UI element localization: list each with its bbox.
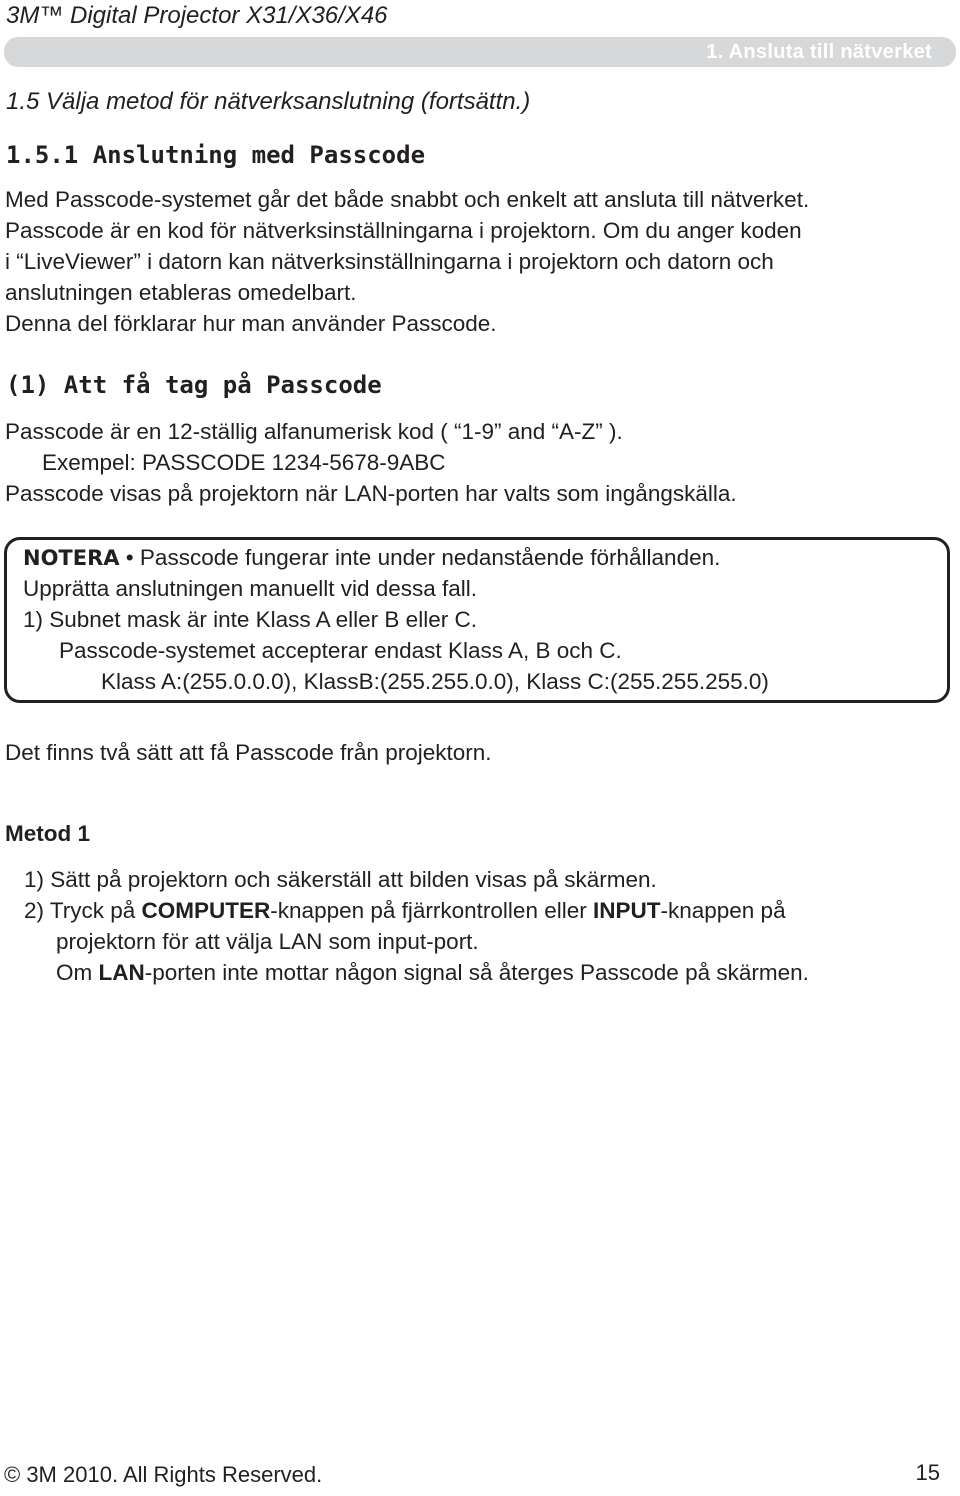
step-text: -knappen på	[660, 898, 786, 923]
section-heading: 1.5.1 Anslutning med Passcode	[6, 141, 426, 169]
intro-line: Passcode är en kod för nätverksinställningarna i projektorn. Om du anger koden	[5, 218, 802, 243]
method-heading: Metod 1	[5, 821, 91, 846]
intro-line: anslutningen etableras omedelbart.	[5, 280, 357, 305]
step-text: 2) Tryck på	[24, 898, 142, 923]
intro-line: i “LiveViewer” i datorn kan nätverksinställningarna i projektorn och datorn och	[5, 249, 774, 274]
intro-line: Med Passcode-systemet går det både snabbt och enkelt att ansluta till nätverket.	[5, 187, 810, 212]
note-label: NOTERA	[23, 546, 120, 570]
note-first-line	[23, 545, 720, 571]
method-step-2-note	[56, 957, 809, 988]
section-label: 1. Ansluta till nätverket	[706, 41, 932, 63]
passcode-description: Passcode är en 12-ställig alfanumerisk kod ( “1-9” and “A-Z” ).	[5, 419, 623, 444]
step-text: -porten inte mottar någon signal så återges Passcode på skärmen.	[144, 960, 809, 985]
page-number: 15	[915, 1460, 940, 1485]
note-line: 1) Subnet mask är inte Klass A eller B eller C.	[23, 607, 477, 632]
method-step-2-continued: projektorn för att välja LAN som input-port.	[56, 929, 479, 954]
copyright: © 3M 2010. All Rights Reserved.	[4, 1462, 323, 1487]
note-text: • Passcode fungerar inte under nedanstående förhållanden.	[125, 545, 721, 570]
note-line: Upprätta anslutningen manuellt vid dessa fall.	[23, 576, 478, 601]
intro-paragraph	[5, 184, 809, 339]
computer-key-label: COMPUTER	[141, 898, 271, 923]
step-text: Om	[56, 960, 99, 985]
step-text: -knappen på fjärrkontrollen eller	[270, 898, 593, 923]
methods-intro: Det finns två sätt att få Passcode från projektorn.	[5, 740, 492, 765]
page-subtitle: 1.5 Välja metod för nätverksanslutning (fortsättn.)	[6, 88, 531, 115]
method-step-2	[24, 895, 786, 926]
method-step-1: 1) Sätt på projektorn och säkerställ att bilden visas på skärmen.	[24, 867, 657, 892]
passcode-example: Exempel: PASSCODE 1234-5678-9ABC	[42, 450, 446, 475]
note-box	[4, 537, 950, 703]
subsection-heading: (1) Att få tag på Passcode	[6, 371, 382, 399]
document-title: 3M™ Digital Projector X31/X36/X46	[6, 2, 388, 29]
intro-line: Denna del förklarar hur man använder Passcode.	[5, 311, 497, 336]
passcode-display-info: Passcode visas på projektorn när LAN-porten har valts som ingångskälla.	[5, 481, 737, 506]
input-key-label: INPUT	[592, 898, 661, 923]
lan-key-label: LAN	[98, 960, 145, 985]
note-line: Passcode-systemet accepterar endast Klass A, B och C.	[59, 638, 622, 663]
note-line: Klass A:(255.0.0.0), KlassB:(255.255.0.0), Klass C:(255.255.255.0)	[101, 669, 769, 694]
